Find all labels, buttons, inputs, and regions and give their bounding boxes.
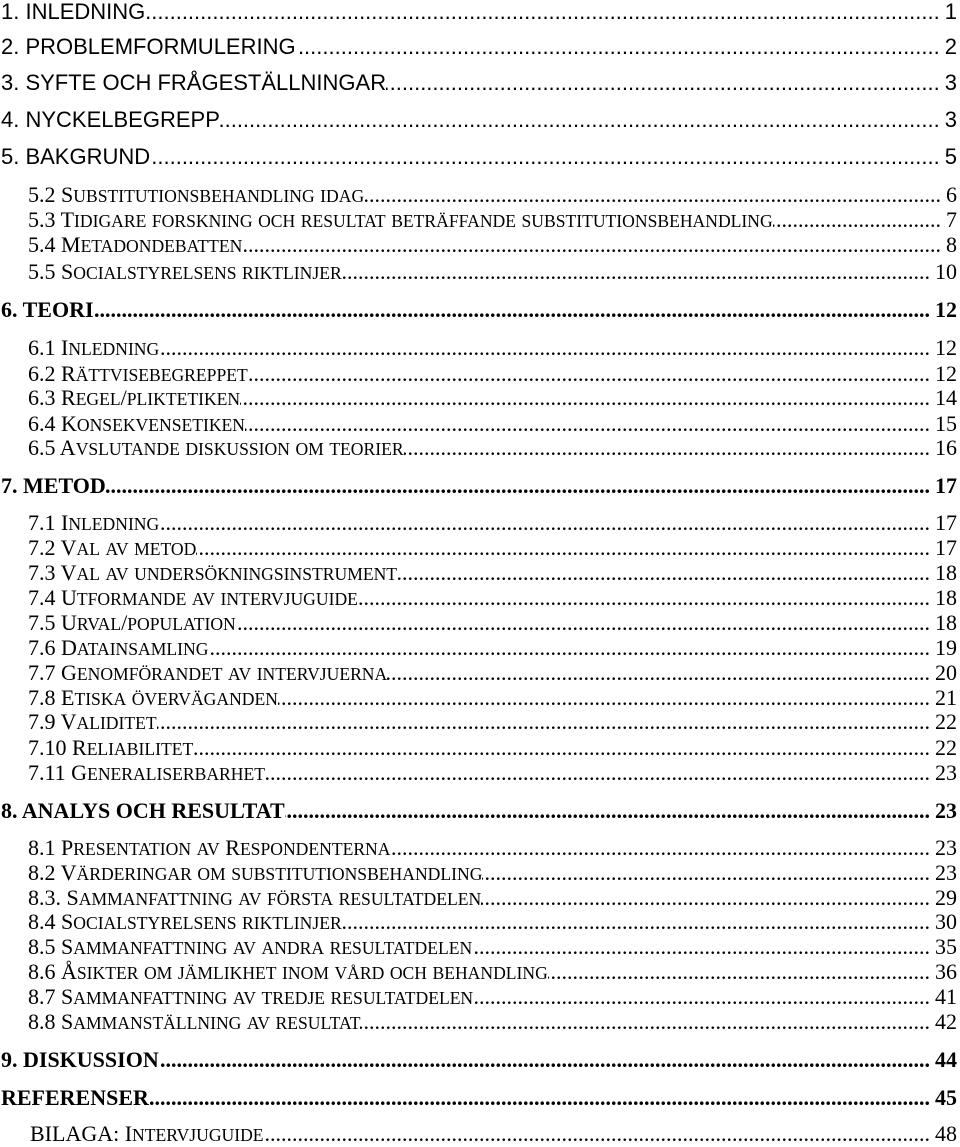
toc-entry-title: 8. ANALYS OCH RESULTAT xyxy=(1,798,285,823)
toc-section-entry xyxy=(30,1122,957,1146)
toc-page-number: 17 xyxy=(935,510,957,535)
toc-entry-title: 7.5 URVAL/POPULATION xyxy=(28,610,236,635)
toc-entry-title: 7.3 VAL AV UNDERSÖKNINGSINSTRUMENT xyxy=(28,560,398,585)
toc-entry-title: 1. INLEDNING xyxy=(1,0,146,24)
small-caps-run: RESULTATDELEN xyxy=(338,889,482,909)
toc-section-entry xyxy=(28,836,957,860)
toc-entry-title: 7.9 VALIDITET xyxy=(28,709,157,734)
small-caps-run: ONSEKVENSETIKEN xyxy=(76,415,245,435)
toc-entry-title: 5.5 SOCIALSTYRELSENS RIKTLINJER xyxy=(28,259,342,284)
toc-entry-title: 4. NYCKELBEGREPP xyxy=(1,107,220,132)
toc-section-entry xyxy=(28,886,957,910)
dot-leader xyxy=(193,736,930,760)
toc-entry-title: 8.6 ÅSIKTER OM JÄMLIKHET INOM VÅRD OCH BEHANDLING xyxy=(28,959,548,984)
toc-entry-title: 8.2 VÄRDERINGAR OM SUBSTITUTIONSBEHANDLING xyxy=(28,860,483,885)
toc-page-number: 18 xyxy=(935,560,957,585)
toc-section-entry xyxy=(28,761,957,785)
dot-leader xyxy=(481,886,930,910)
dot-leader xyxy=(278,686,930,710)
dot-leader xyxy=(159,1048,930,1072)
toc-section-entry xyxy=(28,1010,957,1034)
toc-entry-title: 7.2 VAL AV METOD xyxy=(28,535,197,560)
toc-chapter-entry xyxy=(1,298,957,322)
toc-page-number: 41 xyxy=(935,984,957,1009)
toc-section-entry xyxy=(28,686,957,710)
dot-leader xyxy=(364,183,941,207)
dot-leader xyxy=(548,960,930,984)
small-caps-run: AMMANFATTNING xyxy=(73,988,228,1008)
small-caps-run: UNDERSÖKNINGSINSTRUMENT xyxy=(134,564,398,584)
toc-entry-title: 7.7 GENOMFÖRANDET AV INTERVJUERNA xyxy=(28,660,388,685)
toc-page-number: 1 xyxy=(944,0,957,24)
toc-section-entry xyxy=(28,960,957,984)
dot-leader xyxy=(242,233,941,257)
toc-section-entry xyxy=(28,661,957,685)
dot-leader xyxy=(390,836,930,860)
toc-page-number: 12 xyxy=(935,361,957,386)
small-caps-run: OM xyxy=(143,963,173,983)
toc-page-number: 3 xyxy=(944,107,957,132)
toc-section-entry xyxy=(28,208,957,232)
small-caps-run: JÄMLIKHET xyxy=(177,963,277,983)
dot-leader xyxy=(358,586,930,610)
toc-chapter-entry xyxy=(1,474,957,498)
small-caps-run: PLIKTETIKEN xyxy=(126,389,241,409)
dot-leader xyxy=(285,799,930,823)
toc-chapter-entry xyxy=(1,145,957,169)
small-caps-run: AV xyxy=(232,938,257,958)
toc-entry-title: 7. METOD xyxy=(1,473,106,498)
small-caps-run: RVAL xyxy=(76,614,122,634)
toc-entry-title: 8.8 SAMMANSTÄLLNING AV RESULTAT xyxy=(28,1009,361,1034)
small-caps-run: DISKUSSION xyxy=(185,439,290,459)
toc-page-number: 17 xyxy=(935,473,957,498)
toc-entry-title: 8.5 SAMMANFATTNING AV ANDRA RESULTATDELEN xyxy=(28,934,473,959)
toc-page-number: 7 xyxy=(946,207,957,232)
small-caps-run: NTERVJUGUIDE xyxy=(132,1125,264,1145)
small-caps-run: OCH xyxy=(389,963,427,983)
small-caps-run: RESENTATION xyxy=(73,839,192,859)
toc-entry-title: BILAGA: INTERVJUGUIDE xyxy=(30,1121,264,1146)
toc-entry-title: 7.6 DATAINSAMLING xyxy=(28,635,209,660)
dot-leader xyxy=(482,861,930,885)
dot-leader xyxy=(386,71,940,95)
dot-leader xyxy=(159,511,930,535)
toc-entry-title: 6.5 AVSLUTANDE DISKUSSION OM TEORIER xyxy=(28,435,404,460)
small-caps-run: ENOMFÖRANDET xyxy=(76,664,223,684)
toc-section-entry xyxy=(28,985,957,1009)
dot-leader xyxy=(150,145,940,169)
toc-section-entry xyxy=(28,586,957,610)
toc-page-number: 23 xyxy=(935,835,957,860)
dot-leader xyxy=(387,661,930,685)
toc-page-number: 23 xyxy=(935,798,957,823)
toc-page-number: 29 xyxy=(935,885,957,910)
dot-leader xyxy=(342,910,930,934)
toc-page-number: 10 xyxy=(935,259,957,284)
dot-leader xyxy=(342,260,930,284)
small-caps-run: AMMANFATTNING xyxy=(78,889,233,909)
toc-entry-title: 6. TEORI xyxy=(1,297,94,322)
small-caps-run: SUBSTITUTIONSBEHANDLING xyxy=(231,864,483,884)
toc-entry-title: 7.4 UTFORMANDE AV INTERVJUGUIDE xyxy=(28,585,358,610)
small-caps-run: ATAINSAMLING xyxy=(76,639,209,659)
toc-page-number: 2 xyxy=(944,34,957,59)
toc-section-entry xyxy=(28,636,957,660)
small-caps-run: IDAG xyxy=(320,186,365,206)
toc-section-entry xyxy=(28,611,957,635)
dot-leader xyxy=(145,0,939,24)
toc-chapter-entry xyxy=(1,71,957,95)
toc-section-entry xyxy=(28,736,957,760)
dot-leader xyxy=(404,436,930,460)
toc-entry-title: 6.4 KONSEKVENSETIKEN xyxy=(28,411,245,436)
small-caps-run: INTERVJUGUIDE xyxy=(220,589,358,609)
small-caps-run: AL xyxy=(76,539,100,559)
toc-section-entry xyxy=(28,260,957,284)
toc-entry-title: 5.3 TIDIGARE FORSKNING OCH RESULTAT BETRÄFFANDE SUBSTITUTIONSBEHANDLING xyxy=(28,207,773,232)
small-caps-run: ENERALISERBARHET xyxy=(87,764,265,784)
toc-page-number: 5 xyxy=(944,144,957,169)
dot-leader xyxy=(773,208,941,232)
dot-leader xyxy=(106,474,930,498)
small-caps-run: TEORIER xyxy=(329,439,404,459)
toc-chapter-entry xyxy=(1,0,957,24)
dot-leader xyxy=(208,636,930,660)
small-caps-run: ÖVERVÄGANDEN xyxy=(131,689,278,709)
small-caps-run: AMMANSTÄLLNING xyxy=(73,1013,242,1033)
small-caps-run: RESULTATDELEN xyxy=(329,938,473,958)
small-caps-run: BEHANDLING xyxy=(432,963,548,983)
toc-entry-title: 6.2 RÄTTVISEBEGREPPET xyxy=(28,361,248,386)
small-caps-run: TREDJE xyxy=(261,988,326,1008)
toc-chapter-entry xyxy=(1,1086,957,1110)
small-caps-run: VSLUTANDE xyxy=(75,439,180,459)
toc-entry-title: 3. SYFTE OCH FRÅGESTÄLLNINGAR xyxy=(1,70,387,95)
small-caps-run: RIKTLINJER xyxy=(242,263,342,283)
toc-section-entry xyxy=(28,536,957,560)
toc-section-entry xyxy=(28,710,957,734)
toc-entry-title: 9. DISKUSSION xyxy=(1,1047,159,1072)
dot-leader xyxy=(157,710,930,734)
small-caps-run: AL xyxy=(76,564,100,584)
toc-entry-title: 6.3 REGEL/PLIKTETIKEN xyxy=(28,385,241,410)
dot-leader xyxy=(472,935,930,959)
small-caps-run: AMMANFATTNING xyxy=(73,938,228,958)
dot-leader xyxy=(240,386,930,410)
toc-entry-title: 8.7 SAMMANFATTNING AV TREDJE RESULTATDELEN xyxy=(28,984,474,1009)
toc-section-entry xyxy=(28,386,957,410)
dot-leader xyxy=(236,611,930,635)
toc-entry-title: 7.1 INLEDNING xyxy=(28,510,160,535)
dot-leader xyxy=(265,761,930,785)
toc-entry-title: 6.1 INLEDNING xyxy=(28,335,160,360)
toc-chapter-entry xyxy=(1,108,957,132)
dot-leader xyxy=(159,336,930,360)
toc-page-number: 15 xyxy=(935,411,957,436)
toc-page-number: 12 xyxy=(935,297,957,322)
toc-section-entry xyxy=(28,362,957,386)
toc-entry-title: 5.2 SUBSTITUTIONSBEHANDLING IDAG xyxy=(28,182,365,207)
dot-leader xyxy=(296,35,940,59)
toc-page-number: 22 xyxy=(935,709,957,734)
toc-page-number: 3 xyxy=(944,70,957,95)
toc-page-number: 23 xyxy=(935,860,957,885)
small-caps-run: NLEDNING xyxy=(68,339,160,359)
toc-page-number: 19 xyxy=(935,635,957,660)
toc-entry-title: 7.11 GENERALISERBARHET xyxy=(28,760,265,785)
dot-leader xyxy=(473,985,930,1009)
small-caps-run: AV xyxy=(105,564,129,584)
small-caps-run: BETRÄFFANDE xyxy=(391,211,516,231)
dot-leader xyxy=(220,108,940,132)
toc-chapter-entry xyxy=(1,35,957,59)
toc-page-number: 12 xyxy=(935,335,957,360)
small-caps-run: FORSKNING xyxy=(151,211,253,231)
dot-leader xyxy=(248,362,930,386)
small-caps-run: RESULTAT xyxy=(275,1013,361,1033)
small-caps-run: TFORMANDE xyxy=(76,589,187,609)
toc-page-number: 45 xyxy=(935,1085,957,1110)
toc-page-number: 22 xyxy=(935,735,957,760)
small-caps-run: ETADONDEBATTEN xyxy=(80,236,243,256)
toc-section-entry xyxy=(28,436,957,460)
small-caps-run: UBSTITUTIONSBEHANDLING xyxy=(73,186,315,206)
small-caps-run: VÅRD xyxy=(334,963,385,983)
small-caps-run: AV xyxy=(196,839,220,859)
small-caps-run: AV xyxy=(105,539,129,559)
toc-page-number: 36 xyxy=(935,959,957,984)
small-caps-run: RESULTAT xyxy=(300,211,386,231)
small-caps-run: OCIALSTYRELSENS xyxy=(73,263,237,283)
toc-section-entry xyxy=(28,910,957,934)
small-caps-run: METOD xyxy=(134,539,197,559)
small-caps-run: OCH xyxy=(258,211,296,231)
toc-entry-title: 8.3. SAMMANFATTNING AV FÖRSTA RESULTATDELEN xyxy=(28,885,482,910)
toc-page-number: 23 xyxy=(935,760,957,785)
toc-entry-title: 8.1 PRESENTATION AV RESPONDENTERNA xyxy=(28,835,391,860)
small-caps-run: AV xyxy=(228,664,252,684)
toc-entry-title: 7.8 ETISKA ÖVERVÄGANDEN xyxy=(28,685,278,710)
toc-entry-title: 5. BAKGRUND xyxy=(1,144,151,169)
small-caps-run: IDIGARE xyxy=(74,211,147,231)
toc-section-entry xyxy=(28,935,957,959)
small-caps-run: AV xyxy=(232,988,257,1008)
toc-entry-title: 8.4 SOCIALSTYRELSENS RIKTLINJER xyxy=(28,909,342,934)
dot-leader xyxy=(94,298,930,322)
toc-page-number: 20 xyxy=(935,660,957,685)
toc-page-number: 35 xyxy=(935,934,957,959)
small-caps-run: AV xyxy=(238,889,262,909)
small-caps-run: AV xyxy=(191,589,216,609)
toc-page-number: 6 xyxy=(946,182,957,207)
toc-section-entry xyxy=(28,511,957,535)
small-caps-run: OM xyxy=(295,439,324,459)
toc-chapter-entry xyxy=(1,1048,957,1072)
small-caps-run: INOM xyxy=(282,963,329,983)
toc-page-number: 30 xyxy=(935,909,957,934)
toc-section-entry xyxy=(28,336,957,360)
toc-entry-title: 7.10 RELIABILITET xyxy=(28,735,194,760)
small-caps-run: FÖRSTA xyxy=(267,889,334,909)
toc-section-entry xyxy=(28,233,957,257)
toc-page-number: 17 xyxy=(935,535,957,560)
small-caps-run: ESPONDENTERNA xyxy=(239,839,391,859)
small-caps-run: ALIDITET xyxy=(76,713,157,733)
toc-chapter-entry xyxy=(1,799,957,823)
small-caps-run: SIKTER xyxy=(76,963,139,983)
toc-entry-title: REFERENSER xyxy=(1,1085,149,1110)
small-caps-run: ÄRDERINGAR xyxy=(76,864,192,884)
dot-leader xyxy=(360,1010,930,1034)
small-caps-run: ANDRA xyxy=(261,938,325,958)
small-caps-run: SUBSTITUTIONSBEHANDLING xyxy=(521,211,773,231)
small-caps-run: POPULATION xyxy=(127,614,236,634)
small-caps-run: NLEDNING xyxy=(68,514,160,534)
small-caps-run: RIKTLINJER xyxy=(242,913,342,933)
toc-page-number: 21 xyxy=(935,685,957,710)
toc-page-number: 44 xyxy=(935,1047,957,1072)
toc-section-entry xyxy=(28,183,957,207)
small-caps-run: EGEL xyxy=(75,389,121,409)
dot-leader xyxy=(264,1122,930,1146)
toc-page-number: 16 xyxy=(935,435,957,460)
toc-section-entry xyxy=(28,861,957,885)
dot-leader xyxy=(196,536,930,560)
toc-page-number: 18 xyxy=(935,610,957,635)
small-caps-run: OCIALSTYRELSENS xyxy=(73,913,237,933)
toc-page-number: 18 xyxy=(935,585,957,610)
small-caps-run: AV xyxy=(246,1013,271,1033)
toc-page-number: 48 xyxy=(935,1121,957,1146)
small-caps-run: INTERVJUERNA xyxy=(256,664,388,684)
small-caps-run: ÄTTVISEBEGREPPET xyxy=(75,365,248,385)
dot-leader xyxy=(245,412,930,436)
toc-page-number: 14 xyxy=(935,385,957,410)
toc-section-entry xyxy=(28,412,957,436)
toc-page-number: 8 xyxy=(946,232,957,257)
small-caps-run: RESULTATDELEN xyxy=(330,988,474,1008)
small-caps-run: ELIABILITET xyxy=(86,739,194,759)
dot-leader xyxy=(149,1086,930,1110)
small-caps-run: TISKA xyxy=(74,689,127,709)
toc-section-entry xyxy=(28,561,957,585)
small-caps-run: OM xyxy=(197,864,226,884)
toc-entry-title: 5.4 METADONDEBATTEN xyxy=(28,232,243,257)
toc-page-number: 42 xyxy=(935,1009,957,1034)
dot-leader xyxy=(397,561,930,585)
toc-entry-title: 2. PROBLEMFORMULERING xyxy=(1,34,296,59)
